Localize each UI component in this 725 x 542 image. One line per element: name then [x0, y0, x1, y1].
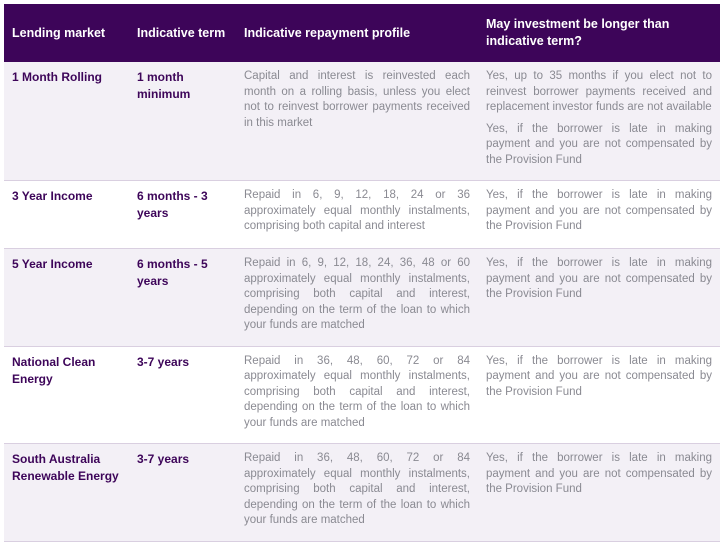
longer-term-text: Yes, if the borrower is late in making payment and you are not compensated by the Provision Fund: [486, 189, 712, 232]
lending-markets-table-container: [4, 4, 720, 542]
indicative-term-cell: 6 months - 5 years: [129, 249, 236, 347]
longer-term-cell: [478, 181, 720, 249]
table-row: [4, 444, 720, 542]
repayment-profile-cell: Repaid in 36, 48, 60, 72 or 84 approximately equal monthly instalments, comprising both capital and interest, depending on the term of the loan to which your funds are matched: [236, 444, 478, 542]
longer-term-cell: [478, 346, 720, 444]
lending-markets-table: [4, 4, 720, 542]
table-header-row: [4, 4, 720, 62]
lending-market-cell: 5 Year Income: [4, 249, 129, 347]
longer-term-text: Yes, if the borrower is late in making payment and you are not compensated by the Provision Fund: [486, 122, 712, 166]
repayment-profile-cell: Repaid in 36, 48, 60, 72 or 84 approximately equal monthly instalments, comprising both capital and interest, depending on the term of the loan to which your funds are matched: [236, 346, 478, 444]
header-longer-than-term: May investment be longer than indicative term?: [478, 4, 720, 62]
longer-term-text: Yes, if the borrower is late in making payment and you are not compensated by the Provision Fund: [486, 354, 712, 398]
lending-market-cell: South Australia Renewable Energy: [4, 444, 129, 542]
longer-term-text: Yes, if the borrower is late in making payment and you are not compensated by the Provision Fund: [486, 452, 712, 495]
table-row: [4, 181, 720, 249]
indicative-term-cell: 6 months - 3 years: [129, 181, 236, 249]
longer-term-text: Yes, if the borrower is late in making payment and you are not compensated by the Provision Fund: [486, 257, 712, 300]
repayment-profile-cell: Repaid in 6, 9, 12, 18, 24 or 36 approximately equal monthly instalments, comprising both capital and interest: [236, 181, 478, 249]
longer-term-text: Yes, up to 35 months if you elect not to reinvest borrower payments received and replacement investor funds are not available: [486, 70, 712, 113]
indicative-term-cell: 1 month minimum: [129, 62, 236, 181]
longer-term-cell: [478, 444, 720, 542]
longer-term-cell: [478, 249, 720, 347]
header-indicative-term: Indicative term: [129, 4, 236, 62]
repayment-profile-cell: Capital and interest is reinvested each month on a rolling basis, unless you elect not to reinvest borrower payments received in this market: [236, 62, 478, 181]
lending-market-cell: 3 Year Income: [4, 181, 129, 249]
indicative-term-cell: 3-7 years: [129, 346, 236, 444]
header-repayment-profile: Indicative repayment profile: [236, 4, 478, 62]
lending-market-cell: National Clean Energy: [4, 346, 129, 444]
indicative-term-cell: 3-7 years: [129, 444, 236, 542]
repayment-profile-cell: Repaid in 6, 9, 12, 18, 24, 36, 48 or 60 approximately equal monthly instalments, comprising both capital and interest, depending on the term of the loan to which your funds are matched: [236, 249, 478, 347]
table-row: [4, 62, 720, 181]
header-lending-market: Lending market: [4, 4, 129, 62]
table-row: [4, 249, 720, 347]
longer-term-cell: [478, 62, 720, 181]
table-row: [4, 346, 720, 444]
lending-market-cell: 1 Month Rolling: [4, 62, 129, 181]
